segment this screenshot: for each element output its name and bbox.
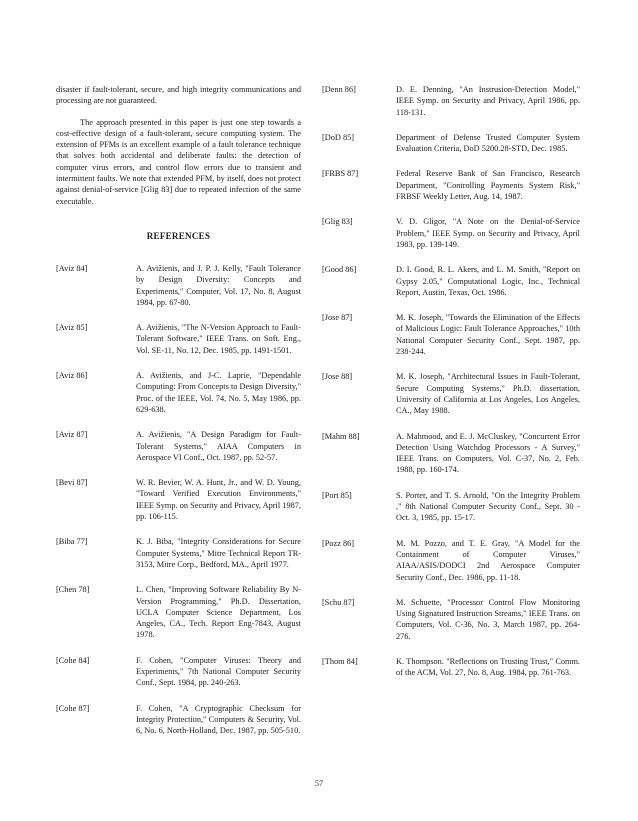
reference-text: A. Mahmood, and E. J. McCluskey, "Concurrent Error Detection Using Watchdog Processors - A Survey," IEEE Trans. on Computers, Vol. C-37, No. 2, Feb. 1988, pp. 160-174.	[396, 431, 580, 475]
reference-key: [Chen 78]	[56, 585, 90, 595]
references-heading: REFERENCES	[146, 230, 211, 241]
reference-entry	[322, 490, 580, 524]
reference-text: F. Cohen, "Computer Viruses: Theory and Experiments," 7th National Computer Security Conf., Sept. 1984, pp. 240-263.	[136, 655, 301, 688]
reference-text: D. E. Denning, "An Instrusion-Detection Model," IEEE Symp. on Security and Privacy, April 1986, pp. 118-131.	[396, 85, 580, 117]
reference-text: M. Schuette, "Processor Control Flow Monitoring Using Signatured Instruction Streams," IEEE Trans. on Computers, Vol. C-36, No. 3, March 1987, pp. 264-276.	[396, 597, 580, 641]
reference-key: [Aviz 84]	[56, 263, 88, 273]
reference-entry	[56, 322, 301, 356]
reference-key: [Schu 87]	[322, 597, 355, 607]
reference-text: A. Avižienis, "The N-Version Approach to Fault-Tolerant Software," IEEE Trans. on Soft. Eng., Vol. SE-11, No. 12, Dec. 1985, pp. 1491-1501.	[136, 323, 301, 355]
reference-text: F. Cohen, "A Cryptographic Checksum for Integrity Protection," Computers & Security, Vol. 6, No. 6, North-Holland, Dec. 1987, pp. 505-510.	[136, 703, 301, 736]
reference-entry	[56, 584, 301, 640]
reference-key: [Biba 77]	[56, 537, 88, 547]
reference-text: A. Avižienis, and J. P. J. Kelly, "Fault Tolerance by Design Diversity: Concepts and Experiments," Computer, Vol. 17, No. 8, August 1984, pp. 67-80.	[136, 263, 301, 307]
reference-text: D. I. Good, R. L. Akers, and L. M. Smith, "Report on Gypsy 2.05," Computational Logic, Inc., Technical Report, Austin, Texas, Oct. 1986.	[396, 265, 580, 297]
right-reference-list	[322, 84, 580, 679]
reference-text: K. J. Biba, "Integrity Considerations for Secure Computer Systems," Mitre Technical Report TR-3153, Mitre Corp., Bedford, MA., April 1977.	[136, 537, 301, 569]
reference-text: W. R. Bevier, W. A. Hunt, Jr., and W. D. Young, "Toward Verified Execution Environments," IEEE Symp. on Security and Privacy, April 1987, pp. 106-115.	[136, 478, 301, 522]
reference-key: [Thom 84]	[322, 656, 358, 666]
reference-entry	[56, 477, 301, 522]
reference-text: M. K. Joseph, "Architectural Issues in Fault-Tolerant, Secure Computing Systems," Ph.D. dissertation, University of California at Los Angeles, Los Angeles, CA., May 1988.	[396, 372, 580, 416]
reference-entry	[322, 656, 580, 679]
reference-entry	[322, 84, 580, 118]
reference-entry	[322, 312, 580, 357]
page-number: 57	[314, 779, 324, 788]
reference-key: [Mahm 88]	[322, 431, 360, 441]
reference-entry	[322, 216, 580, 250]
left-reference-list	[56, 263, 301, 737]
reference-entry	[322, 538, 580, 583]
reference-text: A. Avižienis, "A Design Paradigm for Fault-Tolerant Systems," AIAA Computers in Aerospace VI Conf., Oct. 1987, pp. 52-57.	[136, 430, 301, 462]
reference-key: [Jose 88]	[322, 372, 353, 382]
reference-text: V. D. Gligor, "A Note on the Denial-of-Service Problem," IEEE Symp. on Security and Privacy, April 1983, pp. 139-149.	[396, 217, 580, 249]
reference-text: S. Porter, and T. S. Arnold, "On the Integrity Problem ," 8th National Computer Security Conf., Sept. 30 - Oct. 3, 1985, pp. 15-17.	[396, 490, 580, 523]
right-column	[322, 84, 580, 679]
reference-text: L. Chen, "Improving Software Reliability By N-Version Programming," Ph.D. Dissertation, UCLA Computer Science Department, Los Angeles, CA., Tech. Report Eng-7843, August 1978.	[136, 585, 301, 640]
reference-key: [Cohe 84]	[56, 655, 90, 665]
reference-text: Federal Reserve Bank of San Francisco, Research Department, "Controlling Payments System Risk," FRBSF Weekly Letter, Aug. 14, 1987.	[396, 169, 580, 202]
reference-key: [Aviz 87]	[56, 430, 88, 440]
reference-key: [FRBS 87]	[322, 169, 359, 179]
reference-key: [Cohe 87]	[56, 703, 90, 713]
reference-text: A. Avižienis, and J-C. Laprie, "Dependable Computing: From Concepts to Design Diversity," Proc. of the IEEE, Vol. 74, No. 5, May 1986, pp. 629-638.	[136, 371, 301, 414]
reference-entry	[56, 429, 301, 463]
reference-key: [Bevi 87]	[56, 478, 88, 488]
reference-key: [Glig 83]	[322, 217, 353, 227]
reference-key: [Good 86]	[322, 265, 357, 275]
reference-entry	[322, 132, 580, 155]
reference-key: [Pozz 86]	[322, 538, 355, 548]
reference-entry	[56, 536, 301, 570]
reference-entry	[322, 168, 580, 202]
reference-key: [Aviz 86]	[56, 371, 88, 381]
reference-key: [DoD 85]	[322, 132, 355, 142]
reference-text: M. K. Joseph, "Towards the Elimination of the Effects of Malicious Logic: Fault Tolerance Approaches," 10th National Computer Security Conf., Sept. 1987, pp. 238-244.	[396, 313, 580, 357]
reference-text: Department of Defense Trusted Computer System Evaluation Criteria, DoD 5200.28-STD, Dec. 1985.	[396, 132, 580, 154]
approach-paragraph: The approach presented in this paper is just one step towards a cost-effective design of a fault-tolerant, secure computing system. The extension of PFMs is an excellent example of a fault tolerance technique that solves both accidental and deliberate faults: the detection of computer virus errors, and control flow errors due to transient and intermittent faults. We note that extended PFM, by itself, does not protect against denial-of-service [Glig 83] due to repeated infection of the same executable.	[56, 117, 301, 206]
reference-entry	[322, 371, 580, 416]
reference-text: K. Thompson. "Reflections on Trusting Trust," Comm. of the ACM, Vol. 27, No. 8, Aug. 1984, pp. 761-763.	[396, 656, 580, 678]
reference-entry	[322, 264, 580, 298]
reference-entry	[322, 431, 580, 476]
left-column	[56, 84, 301, 736]
reference-entry	[56, 703, 301, 737]
reference-key: [Port 85]	[322, 490, 352, 500]
reference-key: [Jose 87]	[322, 313, 353, 323]
reference-entry	[322, 597, 580, 642]
reference-entry	[56, 263, 301, 308]
reference-key: [Aviz 85]	[56, 323, 88, 333]
reference-entry	[56, 655, 301, 689]
reference-entry	[56, 370, 301, 415]
intro-paragraph: disaster if fault-tolerant, secure, and high integrity communications and processing are not guaranteed.	[56, 85, 301, 106]
reference-text: M. M. Pozzo, and T. E. Gray, "A Model for the Containment of Computer Viruses," AIAA/ASIS/DODCI 2nd Aerospace Computer Security Conf., Dec. 1986, pp. 11-18.	[396, 538, 580, 582]
reference-key: [Denn 86]	[322, 85, 356, 94]
